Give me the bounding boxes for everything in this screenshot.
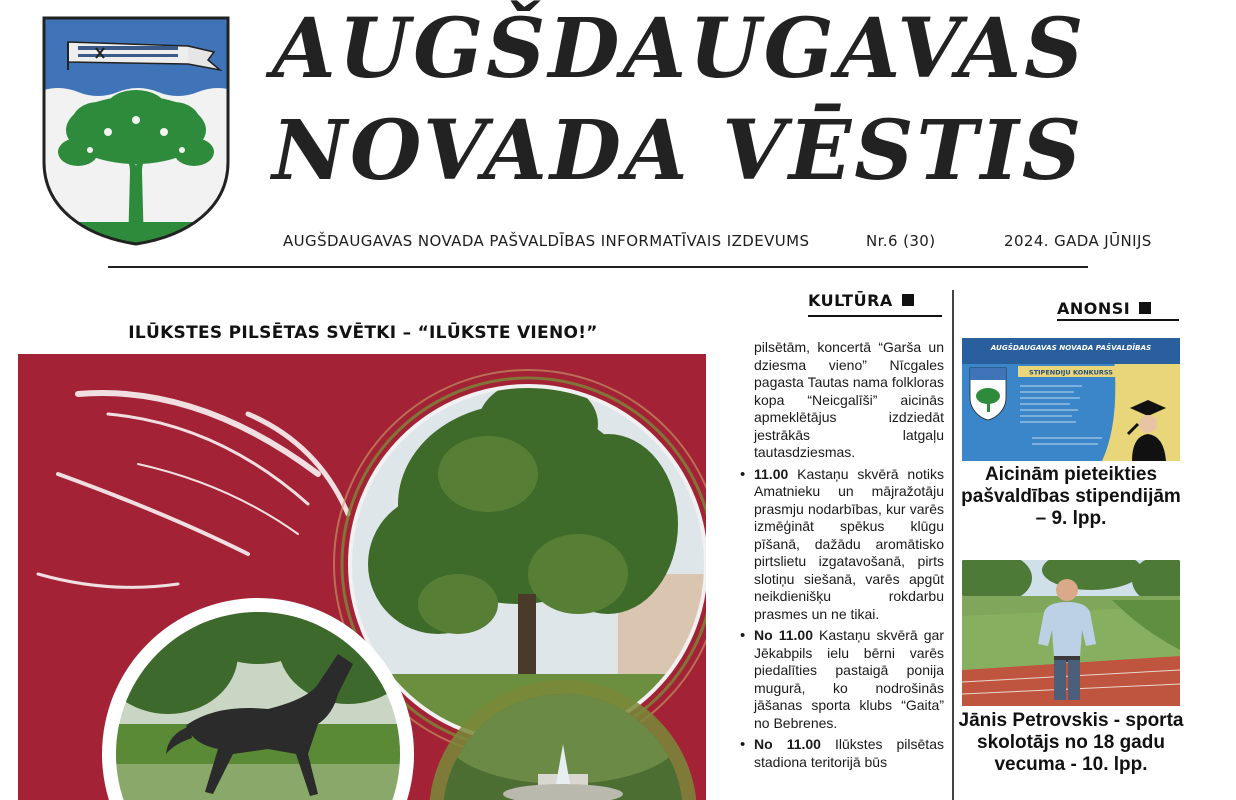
lead-headline: ILŪKSTES PILSĒTAS SVĒTKI – “ILŪKSTE VIENO!” bbox=[128, 323, 598, 343]
event-time: 11.00 bbox=[754, 465, 789, 482]
ad-banner-title: AUGŠDAUGAVAS NOVADA PAŠVALDĪBAS bbox=[990, 343, 1152, 352]
scholarship-ad-caption[interactable]: Aicinām pieteikties pašvaldības stipendijām – 9. lpp. bbox=[961, 464, 1181, 529]
square-bullet-icon bbox=[1139, 302, 1151, 314]
section-label-kultura: KULTŪRA bbox=[808, 290, 893, 310]
event-text: Kastaņu skvērā notiks Amatnieku un mājražotāju prasmju nodarbības, kur varēs izmēģināt spēkus klūgu pīšanā, dažādu aromātisko pirtslietu izgatavošanā, pirts slotiņu siešanā, varēs apgūt neikdienišķu rokdarbu prasmes un ne tikai. bbox=[754, 465, 944, 622]
small-coat-of-arms-icon bbox=[970, 368, 1006, 420]
lead-photo-collage bbox=[18, 354, 706, 800]
section-label-anonsi: ANONSI bbox=[1057, 298, 1131, 318]
section-underline-anonsi bbox=[1057, 319, 1179, 321]
column-divider bbox=[952, 290, 954, 800]
event-text: Ilūkstes pilsētas stadiona teritorijā būs bbox=[754, 736, 944, 770]
masthead-title-line1: AUGŠDAUGAVAS bbox=[272, 1, 1087, 97]
publisher-line: AUGŠDAUGAVAS NOVADA PAŠVALDĪBAS INFORMATĪVAIS IZDEVUMS bbox=[283, 232, 810, 250]
kultura-event-list bbox=[754, 466, 944, 772]
coat-of-arms-icon bbox=[38, 12, 234, 248]
section-tab-anonsi bbox=[1057, 296, 1179, 320]
scholarship-ad-image[interactable] bbox=[962, 338, 1180, 461]
list-item bbox=[754, 736, 944, 771]
issue-date: 2024. GADA JŪNIJS bbox=[1004, 232, 1152, 250]
kultura-intro: pilsētām, koncertā “Garša un dziesma vieno” Nīcgales pagasta Tautas nama folkloras kopa “Neicgalīši” aicinās apmeklētājus izdziedāt jestrākās latgaļu tautasdziesmas. bbox=[754, 339, 944, 460]
masthead-title-line2: NOVADA VĒSTIS bbox=[272, 103, 1085, 199]
list-item bbox=[754, 466, 944, 624]
section-underline-kultura bbox=[808, 315, 942, 317]
event-text: Kastaņu skvērā gar Jēkabpils ielu bērni varēs piedalīties pastaigā ponija mugurā, ko nodrošinās jāšanas sporta klubs “Gaita” no Bebrenes. bbox=[754, 627, 944, 731]
ad-banner-subtitle: STIPENDIJU KONKURSS bbox=[1029, 368, 1113, 377]
teacher-photo[interactable] bbox=[962, 560, 1180, 706]
issue-number: Nr.6 (30) bbox=[866, 232, 936, 250]
event-time: No 11.00 bbox=[754, 627, 813, 643]
kultura-article bbox=[754, 339, 944, 775]
teacher-article-caption[interactable]: Jānis Petrovskis - sporta skolotājs no 18 gadu vecuma - 10. lpp. bbox=[958, 710, 1184, 775]
section-tab-kultura bbox=[808, 288, 942, 312]
masthead-divider bbox=[108, 266, 1088, 268]
square-bullet-icon bbox=[902, 294, 914, 306]
event-time: No 11.00 bbox=[754, 736, 821, 752]
list-item bbox=[754, 627, 944, 732]
